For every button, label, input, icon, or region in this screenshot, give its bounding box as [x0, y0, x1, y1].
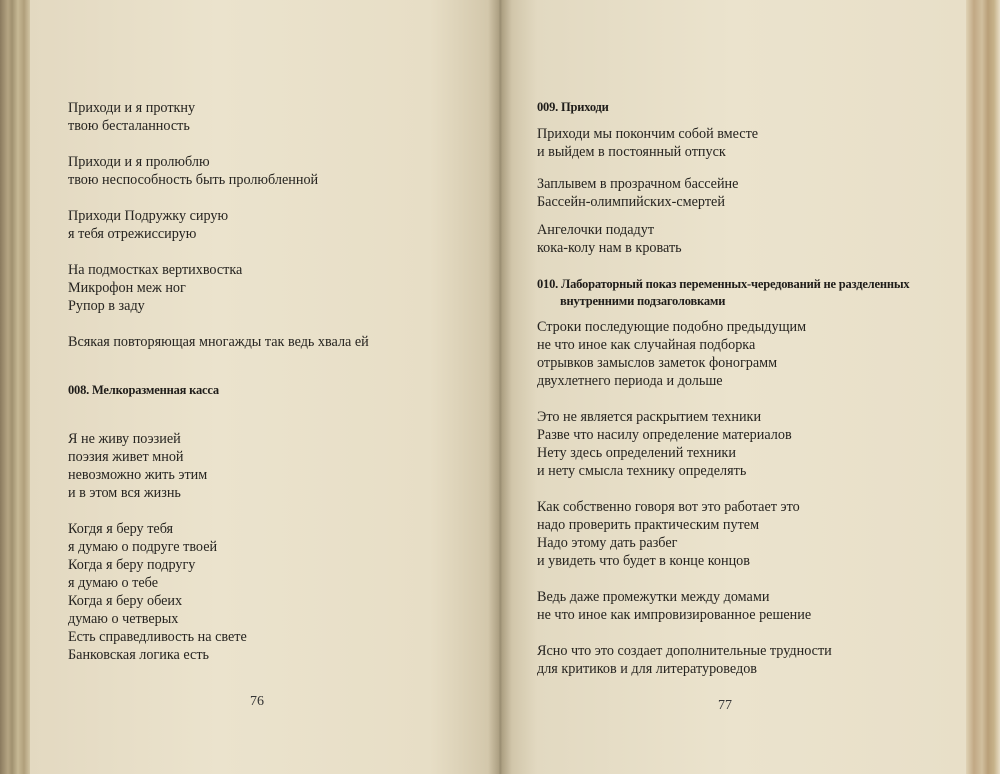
- poem-line: я думаю о тебе: [68, 575, 158, 591]
- poem-line: Как собственно говоря вот это работает это: [537, 499, 800, 515]
- poem-line: Банковская логика есть: [68, 647, 209, 663]
- book-edge-right: [966, 0, 1000, 774]
- poem-line: Когдя я беру тебя: [68, 521, 174, 537]
- poem-line: Нету здесь определений техники: [537, 445, 736, 461]
- poem-line: двухлетнего периода и дольше: [537, 373, 723, 389]
- poem-line: Когда я беру обеих: [68, 593, 183, 609]
- poem-line: На подмостках вертихвостка: [68, 262, 243, 278]
- section-heading: 010. Лабораторный показ переменных-чередований не разделенных: [537, 277, 910, 291]
- poem-line: не что иное как случайная подборка: [537, 337, 756, 353]
- poem-line: и в этом вся жизнь: [68, 485, 181, 501]
- poem-line: Всякая повторяющая многажды так ведь хвала ей: [68, 334, 369, 350]
- poem-line: кока-колу нам в кровать: [537, 240, 682, 256]
- poem-line: Приходи Подружку сирую: [68, 208, 229, 224]
- poem-line: не что иное как импровизированное решение: [537, 607, 812, 623]
- poem-line: Заплывем в прозрачном бассейне: [537, 176, 739, 192]
- poem-line: я думаю о подруге твоей: [68, 539, 218, 555]
- poem-line: Надо этому дать разбег: [537, 535, 678, 551]
- poem-line: и выйдем в постоянный отпуск: [537, 144, 726, 160]
- poem-line: Приходи и я пролюблю: [68, 154, 210, 170]
- poem-line: твою неспособность быть пролюбленной: [68, 172, 319, 188]
- poem-line: надо проверить практическим путем: [537, 517, 760, 533]
- poem-line: я тебя отрежиссирую: [68, 226, 197, 242]
- book-gutter: [488, 0, 512, 774]
- poem-line: Когда я беру подругу: [68, 557, 196, 573]
- poem-line: для критиков и для литературоведов: [537, 661, 757, 677]
- poem-line: Есть справедливость на свете: [68, 629, 247, 645]
- poem-line: Разве что насилу определение материалов: [537, 427, 792, 443]
- poem-line: Я не живу поэзией: [68, 431, 181, 447]
- poem-line: твою бесталанность: [68, 118, 190, 134]
- book-edge-left: [0, 0, 30, 774]
- poem-line: Приходи и я проткну: [68, 100, 196, 116]
- page-number-left: 76: [250, 694, 264, 709]
- poem-line: и нету смысла технику определять: [537, 463, 747, 479]
- poem-line: и увидеть что будет в конце концов: [537, 553, 750, 569]
- poem-line: Строки последующие подобно предыдущим: [537, 319, 807, 335]
- section-heading: 009. Приходи: [537, 100, 609, 114]
- poem-line: невозможно жить этим: [68, 467, 208, 483]
- section-heading: 008. Мелкоразменная касса: [68, 383, 219, 397]
- poem-line: Рупор в заду: [68, 298, 145, 314]
- poem-line: Приходи мы покончим собой вместе: [537, 126, 759, 142]
- section-heading-continued: внутренними подзаголовками: [560, 294, 726, 308]
- poem-line: Ангелочки подадут: [537, 222, 655, 238]
- poem-line: поэзия живет мной: [68, 449, 184, 465]
- page-number-right: 77: [718, 698, 732, 713]
- poem-line: Ведь даже промежутки между домами: [537, 589, 770, 605]
- poem-line: Бассейн-олимпийских-смертей: [537, 194, 725, 210]
- poem-line: Микрофон меж ног: [68, 280, 186, 296]
- poem-line: думаю о четверых: [68, 611, 179, 627]
- poem-line: Это не является раскрытием техники: [537, 409, 762, 425]
- poem-line: отрывков замыслов заметок фонограмм: [537, 355, 778, 371]
- poem-line: Ясно что это создает дополнительные трудности: [537, 643, 832, 659]
